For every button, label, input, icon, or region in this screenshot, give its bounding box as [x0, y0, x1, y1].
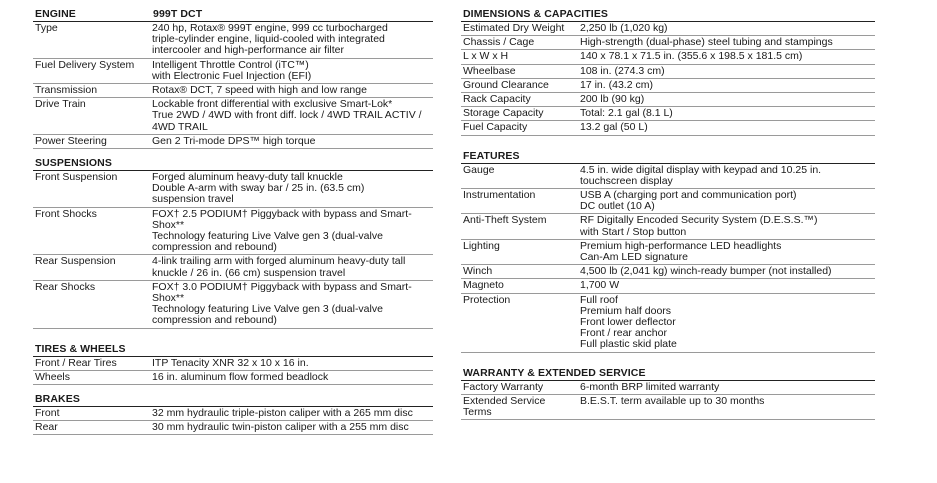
- spec-value: 1,700 W: [580, 279, 620, 292]
- spec-label: Rear Shocks: [35, 280, 96, 293]
- spec-value: USB A (charging port and communication port) DC outlet (10 A): [580, 189, 797, 213]
- spec-row: [461, 381, 875, 395]
- spec-row: [461, 164, 875, 189]
- suspensions-rows: [33, 171, 433, 329]
- spec-row: [33, 135, 433, 149]
- spec-value: Gen 2 Tri-mode DPS™ high torque: [152, 134, 316, 147]
- spec-row: [461, 214, 875, 239]
- spec-label: Front Shocks: [35, 207, 97, 220]
- brakes-title: BRAKES: [35, 393, 80, 406]
- engine-section-header: [33, 6, 433, 22]
- spec-value: Rotax® DCT, 7 speed with high and low range: [152, 84, 367, 97]
- spec-row: [33, 98, 433, 135]
- tires-title: TIRES & WHEELS: [35, 342, 126, 355]
- dimensions-section-header: [461, 6, 875, 22]
- spec-label: Lighting: [463, 239, 500, 252]
- warranty-section-header: [461, 365, 875, 381]
- brakes-rows: [33, 407, 433, 435]
- left-column: [33, 6, 433, 435]
- spec-row: [461, 240, 875, 265]
- spec-row: [33, 421, 433, 435]
- spec-label: Extended Service Terms: [463, 394, 546, 419]
- spec-label: Front / Rear Tires: [35, 356, 117, 369]
- spec-value: 30 mm hydraulic twin-piston caliper with a 255 mm disc: [152, 421, 409, 434]
- warranty-rows: [461, 381, 875, 421]
- spec-value: Forged aluminum heavy-duty tall knuckle Double A-arm with sway bar / 25 in. (63.5 cm) suspension travel: [152, 171, 365, 206]
- spec-label: Storage Capacity: [463, 107, 544, 120]
- spec-label: Rear: [35, 421, 58, 434]
- spec-value: High-strength (dual-phase) steel tubing and stampings: [580, 36, 833, 49]
- spec-row: [33, 371, 433, 385]
- spec-label: Gauge: [463, 163, 495, 176]
- spec-row: [33, 208, 433, 256]
- spec-row: [461, 279, 875, 293]
- spec-value: 13.2 gal (50 L): [580, 121, 648, 134]
- spec-value: 2,250 lb (1,020 kg): [580, 22, 668, 34]
- spec-value: Total: 2.1 gal (8.1 L): [580, 107, 673, 120]
- spec-row: [461, 22, 875, 36]
- engine-title: ENGINE: [35, 8, 76, 20]
- spec-row: [461, 121, 875, 135]
- spec-row: [461, 36, 875, 50]
- warranty-title: WARRANTY & EXTENDED SERVICE: [463, 366, 646, 379]
- dimensions-rows: [461, 22, 875, 136]
- spec-value: RF Digitally Encoded Security System (D.E.S.S.™) with Start / Stop button: [580, 214, 818, 238]
- spec-value: Lockable front differential with exclusive Smart-Lok* True 2WD / 4WD with front diff. lock / 4WD TRAIL ACTIV / 4WD TRAIL: [152, 98, 422, 133]
- spec-label: Magneto: [463, 279, 504, 292]
- spec-value: 4-link trailing arm with forged aluminum heavy-duty tall knuckle / 26 in. (66 cm) suspension travel: [152, 255, 406, 279]
- spec-row: [461, 79, 875, 93]
- engine-rows: [33, 22, 433, 149]
- spec-label: Fuel Capacity: [463, 121, 528, 134]
- spec-row: [33, 59, 433, 84]
- spec-row: [461, 189, 875, 214]
- spec-value: 108 in. (274.3 cm): [580, 64, 665, 77]
- spec-value: 17 in. (43.2 cm): [580, 78, 653, 91]
- spec-value: FOX† 2.5 PODIUM† Piggyback with bypass and Smart-Shox** Technology featuring Live Valve gen 3 (dual-valve compression and rebound): [152, 207, 412, 254]
- spec-value: B.E.S.T. term available up to 30 months: [580, 394, 765, 407]
- spec-row: [461, 50, 875, 64]
- spec-value: 240 hp, Rotax® 999T engine, 999 cc turbocharged triple-cylinder engine, liquid-cooled with integrated intercooler and high-performance air filter: [152, 22, 388, 57]
- spec-value: 4.5 in. wide digital display with keypad and 10.25 in. touchscreen display: [580, 163, 822, 187]
- spec-value: 200 lb (90 kg): [580, 93, 645, 106]
- features-section-header: [461, 148, 875, 164]
- spec-label: Front: [35, 407, 60, 420]
- spec-label: Fuel Delivery System: [35, 58, 135, 71]
- spec-label: Estimated Dry Weight: [463, 22, 565, 34]
- tires-rows: [33, 357, 433, 385]
- spec-value: Intelligent Throttle Control (iTC™) with Electronic Fuel Injection (EFI): [152, 58, 312, 82]
- features-rows: [461, 164, 875, 353]
- spec-label: Rear Suspension: [35, 255, 116, 268]
- spec-row: [461, 65, 875, 79]
- spec-row: [461, 107, 875, 121]
- spec-row: [33, 84, 433, 98]
- spec-row: [461, 294, 875, 353]
- spec-label: Protection: [463, 293, 511, 306]
- spec-value: 16 in. aluminum flow formed beadlock: [152, 370, 329, 383]
- spec-row: [33, 171, 433, 208]
- spec-value: 32 mm hydraulic triple-piston caliper with a 265 mm disc: [152, 407, 413, 420]
- spec-value: Full roof Premium half doors Front lower deflector Front / rear anchor Full plastic skid plate: [580, 293, 677, 351]
- spec-value: FOX† 3.0 PODIUM† Piggyback with bypass and Smart-Shox** Technology featuring Live Valve gen 3 (dual-valve compression and rebound): [152, 280, 412, 327]
- suspensions-title: SUSPENSIONS: [35, 157, 112, 170]
- spec-label: Winch: [463, 265, 493, 278]
- spec-label: Drive Train: [35, 98, 86, 111]
- spec-value: Premium high-performance LED headlights Can-Am LED signature: [580, 239, 782, 264]
- spec-label: Ground Clearance: [463, 78, 549, 91]
- spec-value: 6-month BRP limited warranty: [580, 380, 720, 393]
- spec-label: Instrumentation: [463, 189, 536, 202]
- spec-label: L x W x H: [463, 50, 509, 63]
- spec-label: Factory Warranty: [463, 380, 544, 393]
- spec-label: Transmission: [35, 84, 98, 97]
- spec-row: [33, 22, 433, 59]
- features-title: FEATURES: [463, 149, 520, 162]
- tires-section-header: [33, 341, 433, 357]
- spec-row: [461, 265, 875, 279]
- spec-value: ITP Tenacity XNR 32 x 10 x 16 in.: [152, 356, 309, 369]
- spec-label: Rack Capacity: [463, 93, 531, 106]
- suspensions-section-header: [33, 155, 433, 171]
- engine-model: 999T DCT: [153, 8, 203, 20]
- spec-row: [33, 407, 433, 421]
- spec-label: Power Steering: [35, 134, 107, 147]
- spec-label: Wheelbase: [463, 64, 516, 77]
- spec-label: Wheels: [35, 370, 71, 383]
- spec-row: [461, 93, 875, 107]
- spec-value: 140 x 78.1 x 71.5 in. (355.6 x 198.5 x 181.5 cm): [580, 50, 803, 63]
- spec-row: [33, 255, 433, 280]
- spec-label: Anti-Theft System: [463, 214, 547, 227]
- spec-row: [461, 395, 875, 420]
- dimensions-title: DIMENSIONS & CAPACITIES: [463, 8, 609, 20]
- spec-label: Type: [35, 22, 58, 34]
- right-column: [461, 6, 875, 420]
- spec-label: Front Suspension: [35, 171, 118, 184]
- spec-value: 4,500 lb (2,041 kg) winch-ready bumper (not installed): [580, 265, 832, 278]
- brakes-section-header: [33, 391, 433, 407]
- spec-row: [33, 281, 433, 329]
- spec-row: [33, 357, 433, 371]
- spec-label: Chassis / Cage: [463, 36, 535, 49]
